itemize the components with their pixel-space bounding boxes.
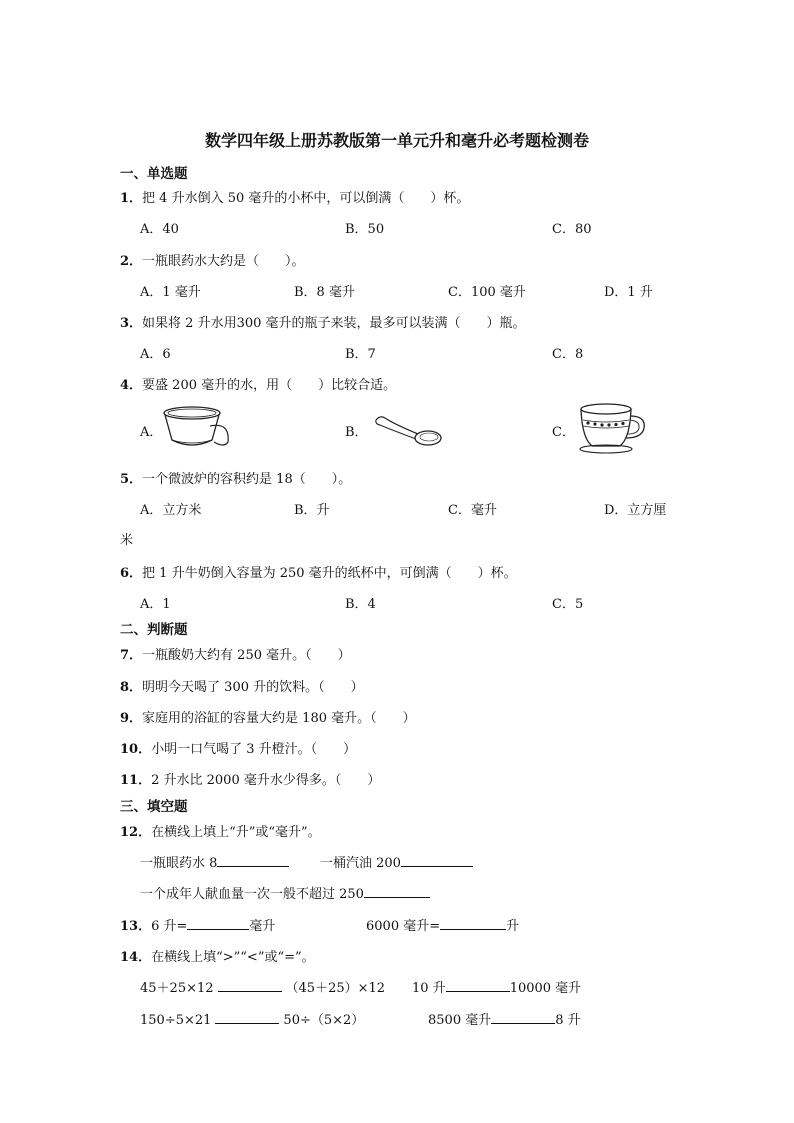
question-11 — [120, 769, 380, 788]
option-c[interactable]: C．100 毫升 — [448, 285, 526, 300]
option-c[interactable]: C．毫升 — [448, 503, 497, 518]
option-b[interactable]: B． — [345, 425, 368, 440]
answer-blank[interactable] — [446, 979, 510, 992]
section-heading-single-choice: 一、单选题 — [120, 166, 188, 182]
question-14 — [120, 946, 315, 965]
question-text: 一瓶酸奶大约有 250 毫升。（ ） — [142, 648, 351, 663]
section-heading-true-false: 二、判断题 — [120, 622, 188, 638]
question-text: 一个微波炉的容积约是 18（ ）。 — [142, 472, 352, 487]
question-9 — [120, 707, 416, 726]
question-7 — [120, 644, 351, 663]
question-number: 5． — [120, 472, 143, 487]
question-text: 明明今天喝了 300 升的饮料。（ ） — [142, 680, 364, 695]
answer-blank[interactable] — [217, 854, 289, 867]
option-b[interactable]: B．4 — [345, 597, 376, 612]
question-text: 在横线上填上“升”或“毫升”。 — [151, 825, 321, 840]
question-number: 3． — [120, 316, 143, 331]
question-number: 11． — [120, 773, 152, 788]
section-heading-fill-in: 三、填空题 — [120, 799, 188, 815]
answer-blank[interactable] — [215, 1011, 279, 1024]
fill-item: 一个成年人献血量一次一般不超过 250 — [140, 883, 430, 902]
question-5 — [120, 468, 351, 487]
question-text: 如果将 2 升水用300 毫升的瓶子来装，最多可以装满（ ）瓶。 — [142, 316, 526, 331]
question-12 — [120, 821, 321, 840]
option-c[interactable]: C．5 — [552, 597, 584, 612]
answer-blank[interactable] — [401, 854, 473, 867]
option-d[interactable]: D．立方厘 — [604, 503, 667, 518]
answer-blank[interactable] — [491, 1011, 555, 1024]
question-number: 9． — [120, 711, 143, 726]
question-text: 一瓶眼药水大约是（ ）。 — [142, 254, 305, 269]
question-text: 2 升水比 2000 毫升水少得多。（ ） — [151, 773, 381, 788]
answer-blank[interactable] — [364, 885, 430, 898]
bucket-icon — [158, 404, 236, 452]
question-number: 6． — [120, 566, 143, 581]
question-text: 要盛 200 毫升的水，用（ ）比较合适。 — [142, 378, 397, 393]
question-2 — [120, 250, 305, 269]
answer-blank[interactable] — [440, 917, 506, 930]
question-4 — [120, 374, 396, 393]
question-text: 把 4 升水倒入 50 毫升的小杯中，可以倒满（ ）杯。 — [142, 191, 470, 206]
question-10 — [120, 738, 356, 757]
option-d[interactable]: D．1 升 — [604, 285, 653, 300]
question-number: 10． — [120, 742, 152, 757]
option-c[interactable]: C． — [552, 425, 575, 440]
question-number: 13． — [120, 919, 152, 934]
page-title: 数学四年级上册苏教版第一单元升和毫升必考题检测卷 — [204, 131, 589, 150]
answer-blank[interactable] — [218, 979, 282, 992]
question-13: 13．6 升= 毫升 — [120, 919, 276, 934]
question-number: 12． — [120, 825, 152, 840]
option-a[interactable]: A．1 毫升 — [140, 285, 201, 300]
option-c[interactable]: C．8 — [552, 347, 584, 362]
question-13-part-b: 6000 毫升= 升 — [366, 919, 520, 934]
question-8 — [120, 676, 364, 695]
compare-item: 45＋25×12 （45＋25）×12 — [140, 981, 386, 996]
option-a[interactable]: A．6 — [140, 347, 171, 362]
question-text: 在横线上填“>”“<”或“=”。 — [151, 950, 315, 965]
question-text: 家庭用的浴缸的容量大约是 180 毫升。（ ） — [142, 711, 416, 726]
option-b[interactable]: B．50 — [345, 222, 385, 237]
option-b[interactable]: B．8 毫升 — [294, 285, 355, 300]
question-number: 4． — [120, 378, 143, 393]
compare-item: 150÷5×21 50÷（5×2） — [140, 1013, 365, 1028]
question-number: 7． — [120, 648, 143, 663]
option-b[interactable]: B．7 — [345, 347, 376, 362]
question-text: 小明一口气喝了 3 升橙汁。（ ） — [151, 742, 357, 757]
option-a[interactable]: A． — [140, 425, 163, 440]
fill-item: 一瓶眼药水 8 — [140, 852, 289, 871]
question-number: 8． — [120, 680, 143, 695]
fill-item: 一桶汽油 200 — [320, 852, 473, 871]
option-a[interactable]: A．立方米 — [140, 503, 202, 518]
spoon-icon — [372, 412, 444, 450]
question-text: 把 1 升牛奶倒入容量为 250 毫升的纸杯中，可倒满（ ）杯。 — [142, 566, 517, 581]
cup-icon — [576, 400, 650, 456]
compare-item: 10 升 10000 毫升 — [412, 981, 582, 996]
option-a[interactable]: A．1 — [140, 597, 171, 612]
question-number: 14． — [120, 950, 152, 965]
question-1 — [120, 187, 469, 206]
option-d-continuation: 米 — [120, 533, 134, 548]
option-c[interactable]: C．80 — [552, 222, 592, 237]
option-a[interactable]: A．40 — [140, 222, 179, 237]
answer-blank[interactable] — [187, 917, 249, 930]
question-3 — [120, 312, 526, 331]
question-number: 1． — [120, 191, 143, 206]
question-number: 2． — [120, 254, 143, 269]
compare-item: 8500 毫升 8 升 — [428, 1013, 581, 1028]
option-b[interactable]: B．升 — [294, 503, 330, 518]
question-6 — [120, 562, 517, 581]
